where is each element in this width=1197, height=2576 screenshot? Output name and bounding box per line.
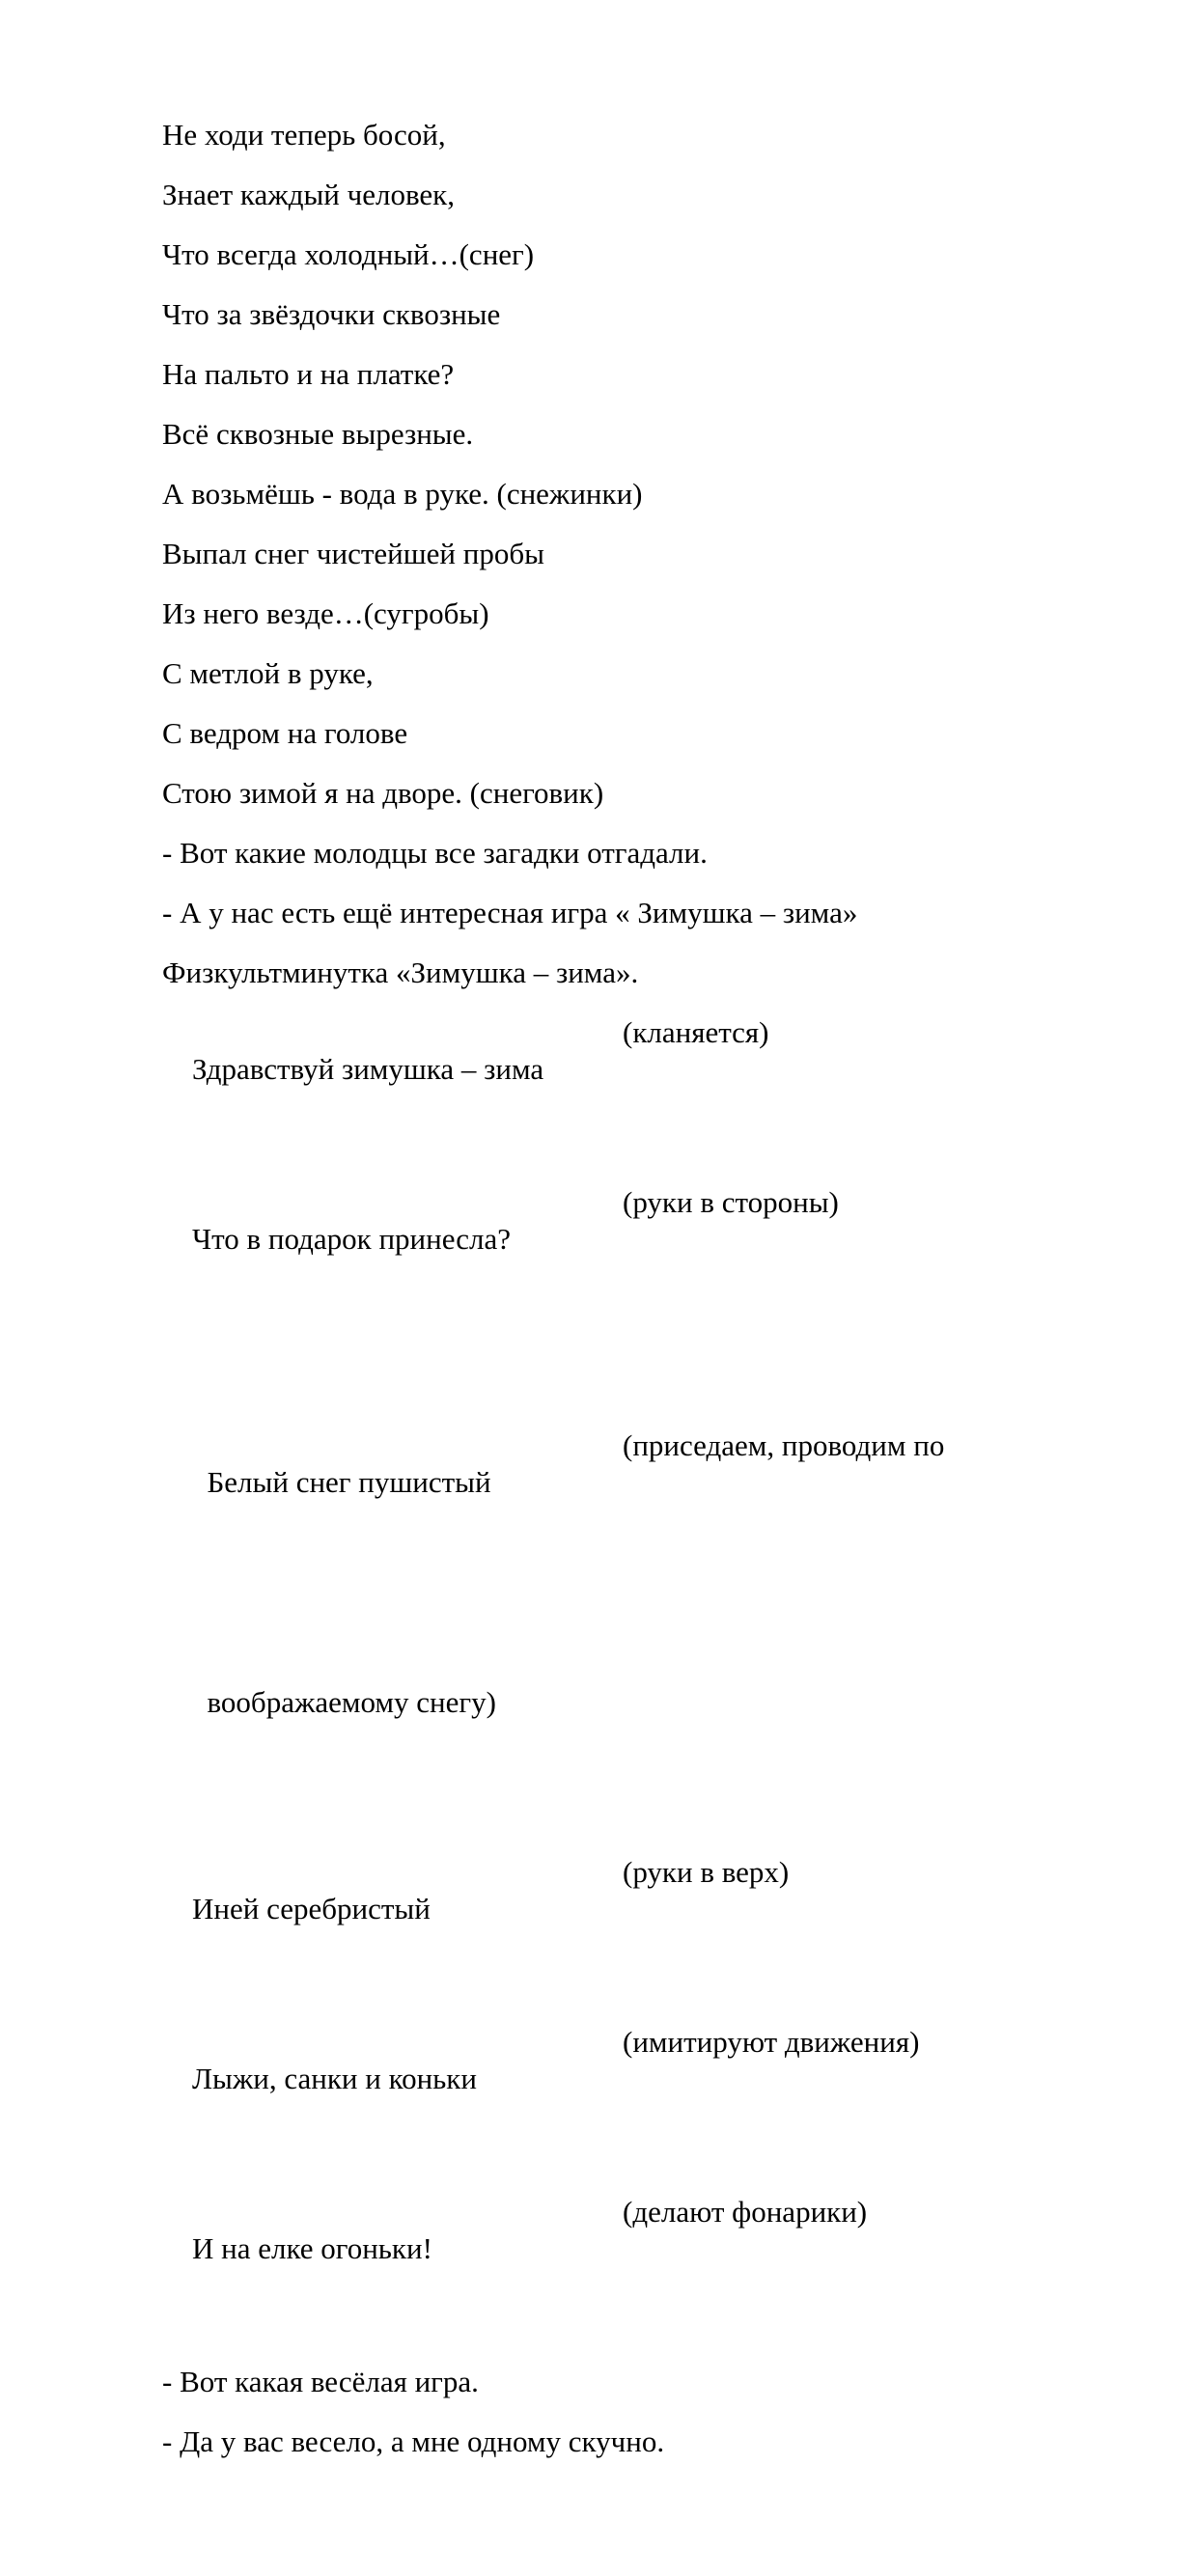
action-note: (имитируют движения) bbox=[623, 2025, 920, 2059]
verse-line bbox=[162, 715, 1052, 752]
verse-text: С ведром на голове bbox=[162, 716, 408, 750]
exercise-line bbox=[162, 1354, 1052, 1831]
verse-line bbox=[162, 596, 1052, 632]
verse-line bbox=[162, 117, 1052, 153]
speech-line bbox=[162, 895, 1052, 931]
exercise-text: Белый снег пушистый bbox=[207, 1465, 491, 1499]
verse-text: А возьмёшь - вода в руке. (снежинки) bbox=[162, 477, 643, 511]
verse-line bbox=[162, 416, 1052, 453]
exercise-text-continuation: воображаемому снегу) bbox=[207, 1685, 496, 1719]
exercise-text: Иней серебристый bbox=[192, 1892, 431, 1925]
verse-text: Стою зимой я на дворе. (снеговик) bbox=[162, 776, 604, 810]
verse-text: Знает каждый человек, bbox=[162, 178, 455, 211]
exercise-line bbox=[162, 2194, 1052, 2341]
verse-text: Что за звёздочки сквозные bbox=[162, 297, 501, 331]
verse-text: Что всегда холодный…(снег) bbox=[162, 237, 535, 271]
action-note: (кланяется) bbox=[623, 1015, 769, 1049]
exercise-line bbox=[162, 1014, 1052, 1161]
exercise-line bbox=[162, 1854, 1052, 2001]
speech-text: - А у нас есть ещё интересная игра « Зимушка – зима» bbox=[162, 896, 858, 929]
exercise-text: Здравствуй зимушка – зима bbox=[192, 1052, 544, 1086]
speech-text: - Да у вас весело, а мне одному скучно. bbox=[162, 2424, 665, 2458]
verse-text: Выпал снег чистейшей пробы bbox=[162, 537, 544, 570]
verse-line bbox=[162, 655, 1052, 692]
section-heading-text: Физкультминутка «Зимушка – зима». bbox=[162, 956, 639, 989]
verse-line bbox=[162, 775, 1052, 812]
verse-text: С метлой в руке, bbox=[162, 656, 374, 690]
speech-line bbox=[162, 2364, 1052, 2400]
verse-text: Не ходи теперь босой, bbox=[162, 118, 446, 152]
verse-line bbox=[162, 476, 1052, 512]
verse-text: Из него везде…(сугробы) bbox=[162, 596, 489, 630]
exercise-text: Лыжи, санки и коньки bbox=[192, 2062, 477, 2095]
verse-text: На пальто и на платке? bbox=[162, 357, 455, 391]
action-note: (руки в верх) bbox=[623, 1855, 790, 1889]
action-note: (приседаем, проводим по bbox=[623, 1428, 945, 1462]
speech-line bbox=[162, 2424, 1052, 2460]
action-note: (руки в стороны) bbox=[623, 1185, 839, 1219]
speech-text: - Вот какие молодцы все загадки отгадали. bbox=[162, 836, 708, 870]
exercise-line bbox=[162, 1184, 1052, 1331]
verse-line bbox=[162, 236, 1052, 273]
verse-text: Всё сквозные вырезные. bbox=[162, 417, 474, 451]
exercise-text: Что в подарок принесла? bbox=[192, 1222, 512, 1256]
verse-line bbox=[162, 356, 1052, 393]
speech-line bbox=[162, 835, 1052, 872]
verse-line bbox=[162, 177, 1052, 213]
section-heading bbox=[162, 955, 1052, 991]
exercise-text: И на елке огоньки! bbox=[192, 2231, 432, 2265]
action-note: (делают фонарики) bbox=[623, 2195, 868, 2229]
verse-line bbox=[162, 536, 1052, 572]
verse-line bbox=[162, 296, 1052, 333]
exercise-line bbox=[162, 2024, 1052, 2171]
speech-text: - Вот какая весёлая игра. bbox=[162, 2365, 479, 2398]
